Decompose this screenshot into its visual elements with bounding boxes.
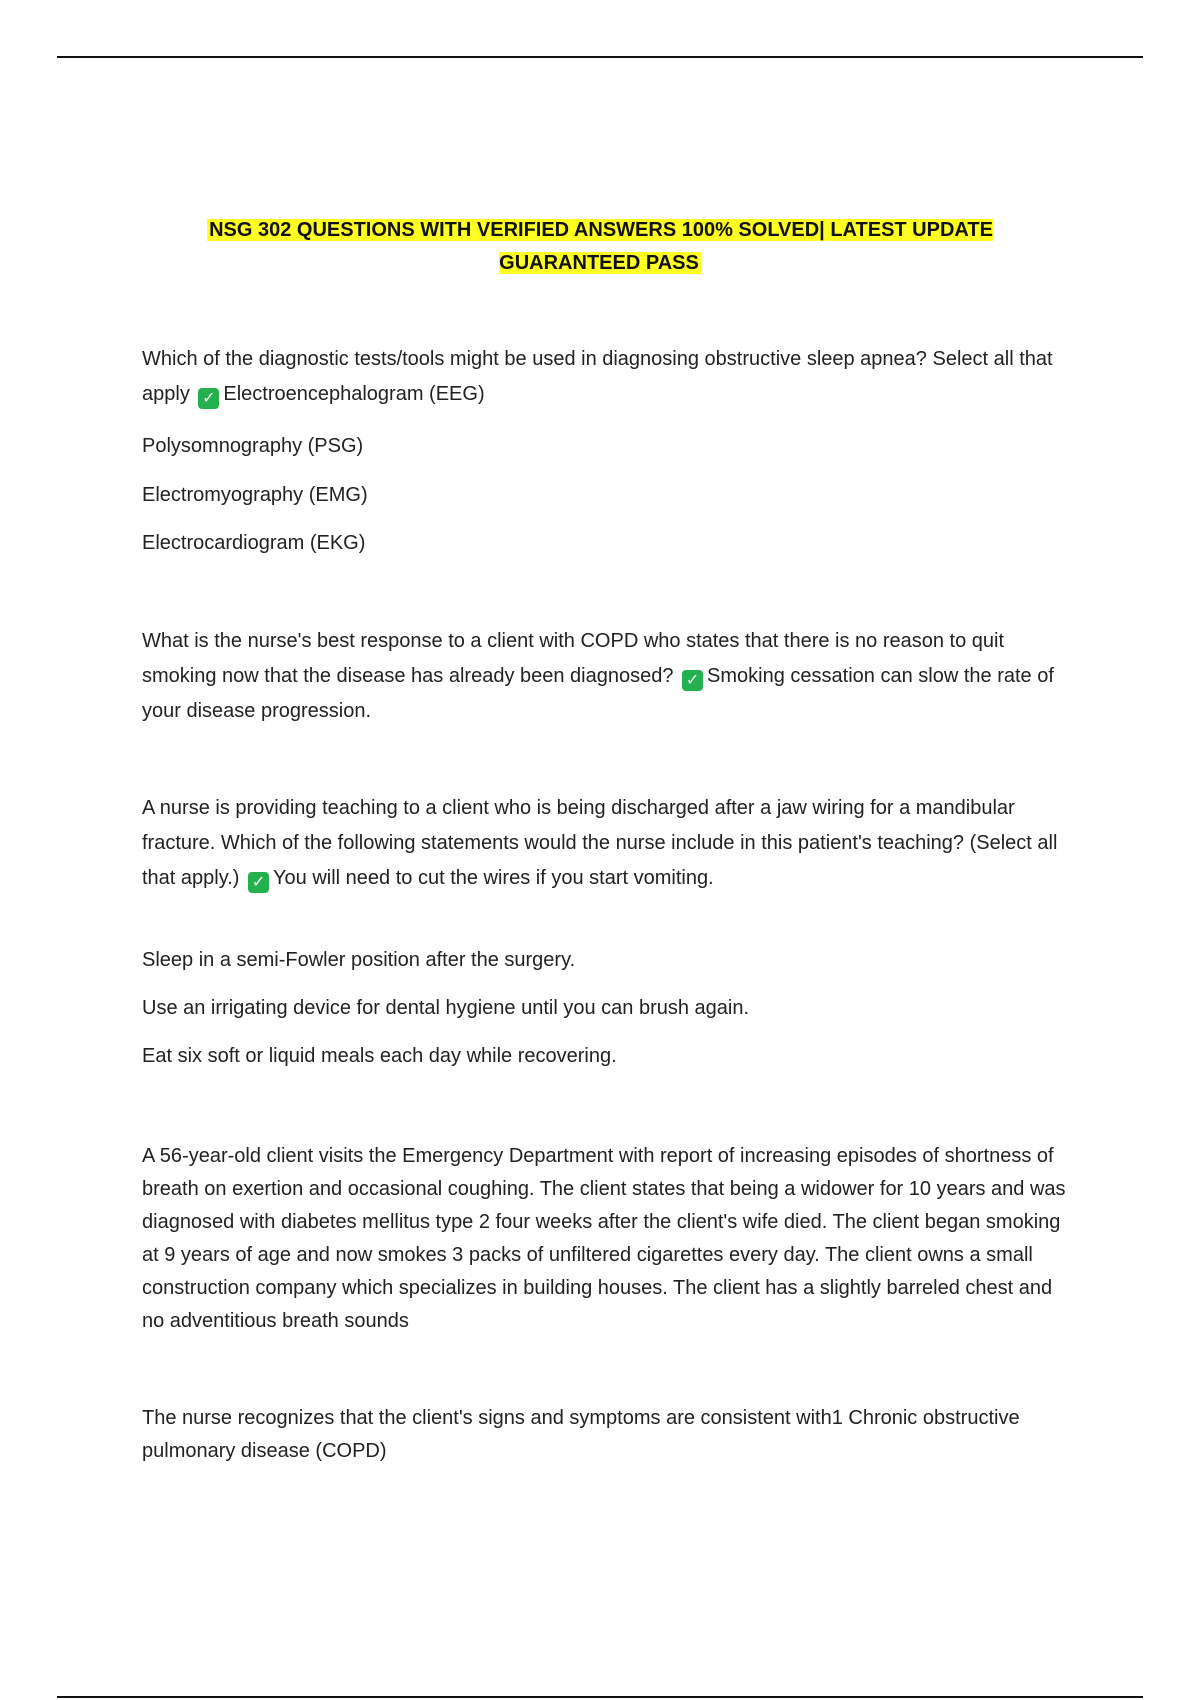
top-rule (57, 56, 1143, 58)
question-3-option: Eat six soft or liquid meals each day while recovering. (142, 1045, 617, 1067)
question-3-option: Sleep in a semi-Fowler position after the surgery. (142, 949, 576, 971)
question-3 (142, 791, 1072, 896)
check-mark-icon: ✓ (198, 388, 219, 409)
question-1 (142, 342, 1072, 412)
question-2-answer: Smoking cessation can slow the rate of your disease progression. (142, 665, 1054, 722)
question-5: The nurse recognizes that the client's signs and symptoms are consistent with1 Chronic obstructive pulmonary disease (COPD) (142, 1407, 1020, 1462)
question-1-option: Electromyography (EMG) (142, 484, 368, 506)
question-1-option: Electrocardiogram (EKG) (142, 532, 366, 554)
question-3-text: A nurse is providing teaching to a client who is being discharged after a jaw wiring for a mandibular fracture. Which of the following statements would the nurse include in this patient's teaching? (Select all that apply.) (142, 797, 1058, 889)
document-title-text: NSG 302 QUESTIONS WITH VERIFIED ANSWERS 100% SOLVED| LATEST UPDATE GUARANTEED PASS (209, 219, 993, 274)
check-mark-icon: ✓ (682, 670, 703, 691)
document-title (140, 214, 1060, 280)
question-4: A 56-year-old client visits the Emergency Department with report of increasing episodes of shortness of breath on exertion and occasional coughing. The client states that being a widower for 10 years and was diagnosed with diabetes mellitus type 2 four weeks after the client's wife died. The client began smoking at 9 years of age and now smokes 3 packs of unfiltered cigarettes every day. The client owns a small construction company which specializes in building houses. The client has a slightly barreled chest and no adventitious breath sounds (142, 1145, 1066, 1332)
question-2-text: What is the nurse's best response to a client with COPD who states that there is no reason to quit smoking now that the disease has already been diagnosed? (142, 630, 1005, 687)
check-mark-icon: ✓ (248, 872, 269, 893)
question-2 (142, 624, 1072, 729)
question-3-answer: You will need to cut the wires if you start vomiting. (273, 867, 714, 889)
question-3-option: Use an irrigating device for dental hygiene until you can brush again. (142, 997, 750, 1019)
question-1-option: Polysomnography (PSG) (142, 435, 364, 457)
question-1-text: Which of the diagnostic tests/tools might be used in diagnosing obstructive sleep apnea? Select all that apply (142, 348, 1053, 405)
bottom-rule (57, 1696, 1143, 1698)
question-1-answer: Electroencephalogram (EEG) (223, 383, 485, 405)
